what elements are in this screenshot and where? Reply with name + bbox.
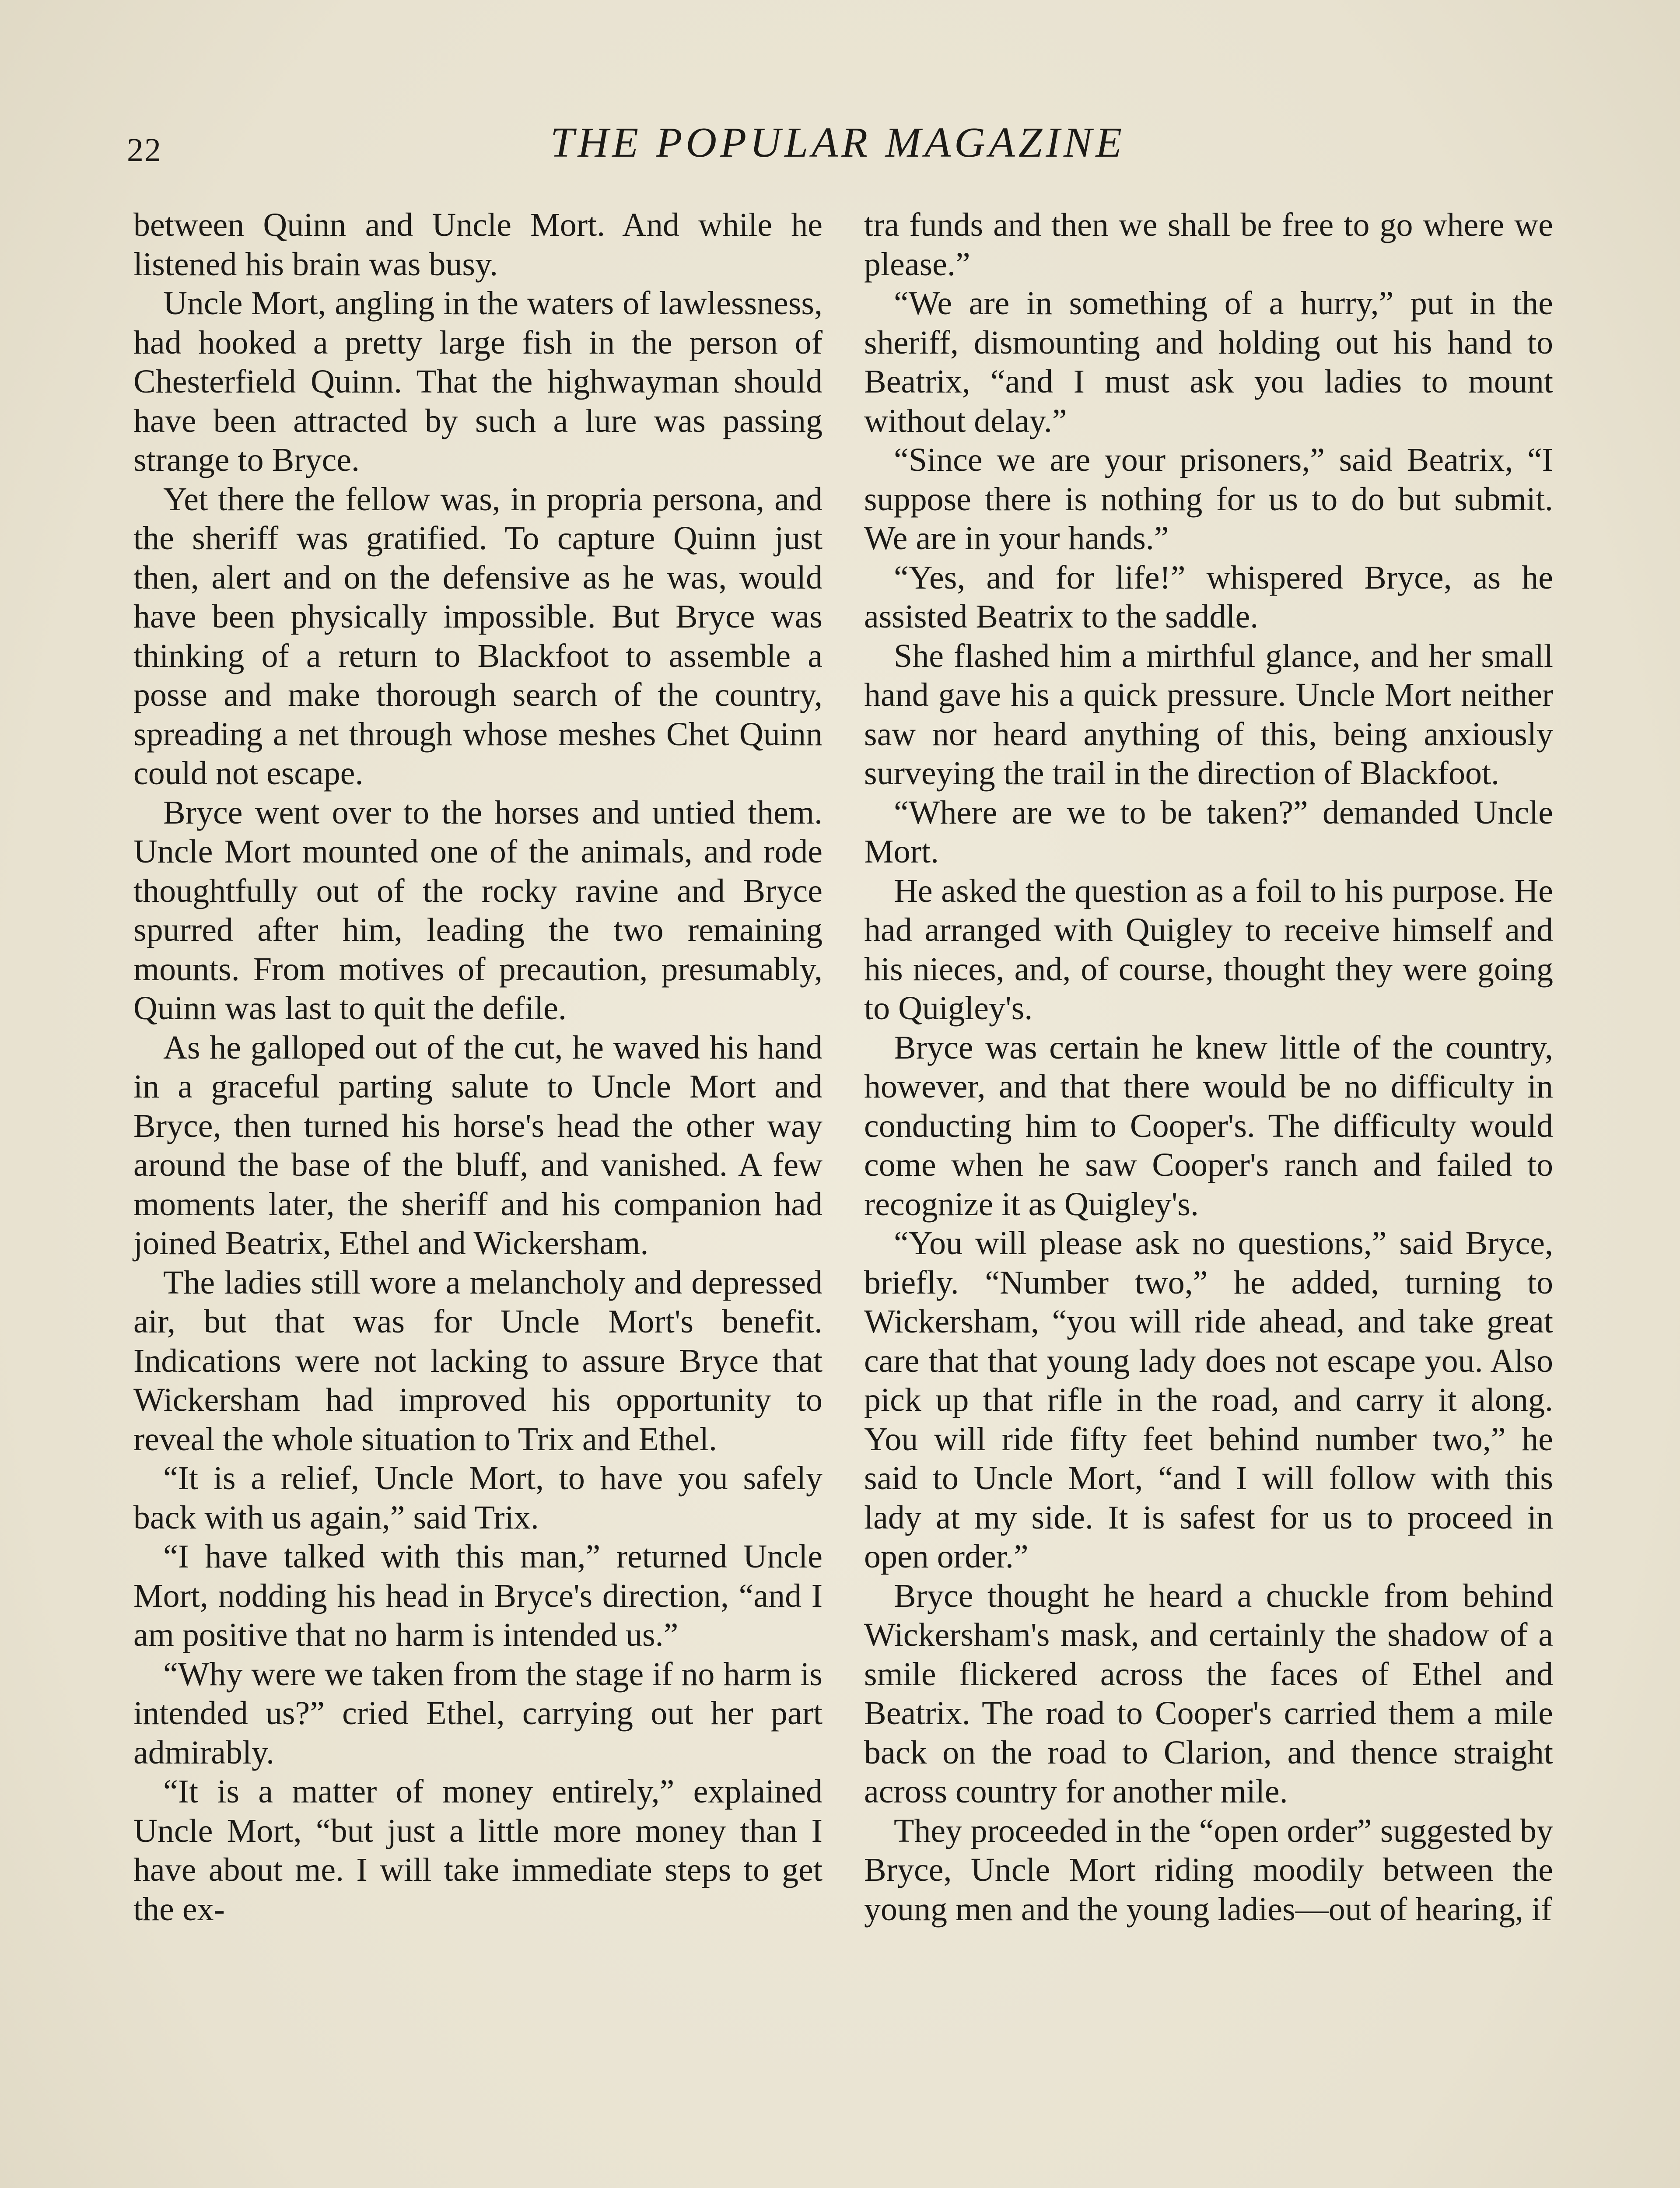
paragraph: They proceeded in the “open order” suggested by Bryce, Uncle Mort riding moodily between the young men and the young ladies—out of hearing, if [864, 1812, 1553, 1928]
paragraph: Yet there the fellow was, in propria persona, and the sheriff was gratified. To capture Quinn just then, alert and on the defensive as he was, would have been physically impossible. But Bryce was thinking of a return to Blackfoot to assemble a posse and make thorough search of the country, spreading a net through whose meshes Chet Quinn could not escape. [133, 480, 822, 792]
paragraph: “We are in something of a hurry,” put in the sheriff, dismounting and holding out his hand to Beatrix, “and I must ask you ladies to mount without delay.” [864, 285, 1553, 439]
left-column [133, 206, 822, 1929]
paragraph: As he galloped out of the cut, he waved his hand in a graceful parting salute to Uncle Mort and Bryce, then turned his horse's head the other way around the base of the bluff, and vanished. A few moments later, the sheriff and his companion had joined Beatrix, Ethel and Wickersham. [133, 1029, 822, 1262]
paragraph: Bryce thought he heard a chuckle from behind Wickersham's mask, and certainly the shadow of a smile flickered across the faces of Ethel and Beatrix. The road to Cooper's carried them a mile back on the road to Clarion, and thence straight across country for another mile. [864, 1577, 1553, 1810]
paragraph: tra funds and then we shall be free to go where we please.” [864, 207, 1553, 283]
paragraph: “I have talked with this man,” returned Uncle Mort, nodding his head in Bryce's direction, “and I am positive that no harm is intended us.” [133, 1538, 822, 1653]
paragraph: “You will please ask no questions,” said Bryce, briefly. “Number two,” he added, turning to Wickersham, “you will ride ahead, and take great care that that young lady does not escape you. Also pick up that rifle in the road, and carry it along. You will ride fifty feet behind number two,” he said to Uncle Mort, “and I will follow with this lady at my side. It is safest for us to proceed in open order.” [864, 1225, 1553, 1575]
paragraph: “It is a matter of money entirely,” explained Uncle Mort, “but just a little more money than I have about me. I will take immediate steps to get the ex- [133, 1773, 822, 1928]
paragraph: “Why were we taken from the stage if no harm is intended us?” cried Ethel, carrying out her part admirably. [133, 1655, 822, 1771]
paragraph: Bryce was certain he knew little of the country, however, and that there would be no difficulty in conducting him to Cooper's. The difficulty would come when he saw Cooper's ranch and failed to recognize it as Quigley's. [864, 1029, 1553, 1223]
paragraph: He asked the question as a foil to his purpose. He had arranged with Quigley to receive himself and his nieces, and, of course, thought they were going to Quigley's. [864, 872, 1553, 1027]
paragraph: between Quinn and Uncle Mort. And while he listened his brain was busy. [133, 207, 822, 283]
paragraph: “Since we are your prisoners,” said Beatrix, “I suppose there is nothing for us to do but submit. We are in your hands.” [864, 442, 1553, 557]
paragraph: Bryce went over to the horses and untied them. Uncle Mort mounted one of the animals, and rode thoughtfully out of the rocky ravine and Bryce spurred after him, leading the two remaining mounts. From motives of precaution, presumably, Quinn was last to quit the defile. [133, 794, 822, 1027]
paragraph: “Where are we to be taken?” demanded Uncle Mort. [864, 794, 1553, 870]
page-number: 22 [127, 132, 162, 168]
paragraph: She flashed him a mirthful glance, and her small hand gave his a quick pressure. Uncle Mort neither saw nor heard anything of this, being anxiously surveying the trail in the direction of Blackfoot. [864, 637, 1553, 792]
running-title: THE POPULAR MAGAZINE [550, 119, 1126, 166]
paragraph: “Yes, and for life!” whispered Bryce, as he assisted Beatrix to the saddle. [864, 559, 1553, 635]
paragraph: “It is a relief, Uncle Mort, to have you safely back with us again,” said Trix. [133, 1460, 822, 1536]
paragraph: The ladies still wore a melancholy and depressed air, but that was for Uncle Mort's benefit. Indications were not lacking to assure Bryce that Wickersham had improved his opportunity to reveal the whole situation to Trix and Ethel. [133, 1264, 822, 1458]
right-column [864, 206, 1553, 1929]
page-header [127, 118, 1549, 179]
paragraph: Uncle Mort, angling in the waters of lawlessness, had hooked a pretty large fish in the person of Chesterfield Quinn. That the highwayman should have been attracted by such a lure was passing strange to Bryce. [133, 285, 822, 478]
